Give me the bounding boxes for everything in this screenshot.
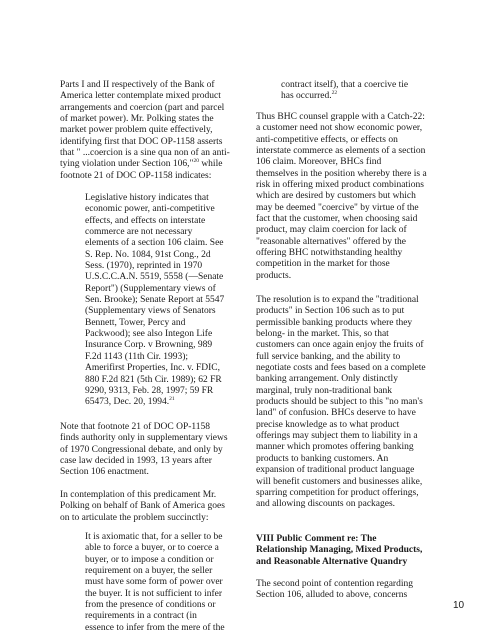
text-span: 65473, Dec. 20, 1994.: [85, 397, 170, 408]
text-line: products to banking customers. An: [256, 453, 389, 464]
text-line: from the presence of conditions or: [85, 600, 216, 611]
footnote-mark: 20: [193, 158, 199, 165]
text-line: The second point of contention regarding: [256, 579, 413, 589]
text-line: marginal, truly non-traditional bank: [256, 385, 392, 396]
paragraph: [60, 80, 230, 182]
text-span: while: [198, 159, 223, 170]
text-line: 880 F.2d 821 (5th Cir. 1989); 62 FR: [85, 374, 222, 385]
text-line: Note that footnote 21 of DOC OP-1158: [60, 422, 211, 432]
text-line: contract itself), that a coercive tie: [281, 80, 409, 90]
text-line: belong- in the market. This, so that: [256, 329, 389, 340]
text-line: on to articulate the problem succinctly:: [60, 512, 209, 523]
text-line: the buyer. It is not sufficient to infer: [85, 588, 223, 599]
block-quote: [60, 532, 225, 634]
text-line: [60, 159, 230, 170]
text-line: commerce are not necessary: [85, 227, 193, 238]
text-span: tying violation under Section 106,": [60, 159, 194, 170]
text-line: Bennett, Tower, Percy and: [85, 317, 186, 328]
text-line: S. Rep. No. 1084, 91st Cong., 2d: [85, 249, 211, 260]
text-line: "reasonable alternatives" offered by the: [256, 236, 407, 247]
text-line: Parts I and II respectively of the Bank of: [60, 80, 215, 90]
text-line: which are desired by customers but which: [256, 191, 416, 202]
text-line: requirements in a contract (in: [85, 611, 197, 622]
text-line: of 1970 Congressional debate, and only by: [60, 444, 223, 455]
text-line: Polking on behalf of Bank of America goes: [60, 501, 225, 512]
text-line: 106 claim. Moreover, BHCs find: [256, 157, 382, 168]
text-line: sparring competition for product offerings,: [256, 487, 419, 498]
text-line: arrangements and coercion (part and parcel: [60, 102, 225, 113]
text-line: market power problem quite effectively,: [60, 125, 213, 136]
text-line: economic power, anti-competitive: [85, 204, 215, 215]
text-line: VIII Public Comment re: The: [256, 534, 377, 544]
text-line: Sen. Brooke); Senate Report at 5547: [85, 295, 225, 306]
text-line: identifying first that DOC OP-1158 asserts: [60, 136, 223, 147]
text-line: precise knowledge as to what product: [256, 419, 400, 430]
text-line: products.: [256, 270, 292, 281]
text-line: It is axiomatic that, for a seller to be: [85, 532, 223, 542]
text-line: elements of a section 106 claim. See: [85, 238, 224, 249]
text-line: a customer need not show economic power,: [256, 123, 423, 134]
text-line: fact that the customer, when choosing said: [256, 214, 418, 225]
text-line: anti-competitive effects, or effects on: [256, 134, 398, 145]
text-line: themselves in the position whereby there is a: [256, 168, 427, 179]
page-number: 10: [453, 600, 465, 611]
text-line: product, may claim coercion for lack of: [256, 225, 407, 236]
paragraph: [256, 112, 427, 282]
text-line: 9290, 9313, Feb. 28, 1997; 59 FR: [85, 385, 214, 396]
text-line: effects, and effects on interstate: [85, 215, 206, 226]
text-line: interstate commerce as elements of a section: [256, 146, 426, 157]
text-line: Insurance Corp. v Browning, 989: [85, 340, 213, 351]
block-quote: [60, 193, 224, 409]
paragraph: [256, 579, 413, 602]
text-line: that " ...coercion is a sine qua non of an anti-: [60, 148, 230, 159]
text-line: of market power). Mr. Polking states the: [60, 114, 214, 125]
text-line: The resolution is to expand the "traditional: [256, 295, 419, 305]
text-line: customers can once again enjoy the fruits of: [256, 340, 424, 351]
text-line: banking arrangement. Only distinctly: [256, 374, 398, 385]
text-line: Sess. (1970), reprinted in 1970: [85, 261, 203, 272]
text-line: negotiate costs and fees based on a complete: [256, 363, 426, 374]
block-quote-continuation: [281, 80, 408, 103]
text-line: may be deemed "coercive" by virtue of the: [256, 202, 419, 213]
text-line: footnote 21 of DOC OP-1158 indicates:: [60, 170, 212, 181]
text-line: Section 106, alluded to above, concerns: [256, 590, 408, 601]
text-line: case law decided in 1993, 13 years after: [60, 456, 212, 467]
text-line: will benefit customers and businesses alike,: [256, 476, 423, 487]
text-line: In contemplation of this predicament Mr.: [60, 490, 217, 500]
text-line: finds authority only in supplementary views: [60, 433, 228, 444]
text-line: Packwood); see also Integon Life: [85, 329, 213, 340]
text-line: manner which promotes offering banking: [256, 442, 414, 453]
paragraph: [60, 490, 225, 524]
text-line: Legislative history indicates that: [85, 193, 209, 203]
footnote-mark: 22: [331, 90, 338, 97]
text-line: requirement on a buyer, the seller: [85, 566, 213, 577]
text-line: Amerifirst Properties, Inc. v. FDIC,: [85, 363, 220, 374]
text-line: expansion of traditional product language: [256, 465, 415, 476]
text-span: has occurred.: [281, 91, 332, 102]
text-line: and allowing discounts on packages.: [256, 499, 396, 510]
text-line: essence to infer from the mere of the: [85, 622, 225, 633]
text-line: able to force a buyer, or to coerce a: [85, 543, 219, 554]
paragraph: [60, 422, 228, 479]
text-line: America letter contemplate mixed product: [60, 91, 221, 102]
text-line: risk in offering mixed product combinations: [256, 180, 424, 191]
text-line: permissible banking products where they: [256, 317, 413, 328]
text-line: [85, 397, 224, 408]
text-line: F.2d 1143 (11th Cir. 1993);: [85, 351, 189, 362]
text-line: buyer, or to impose a condition or: [85, 554, 214, 565]
text-line: products" in Section 106 such as to put: [256, 306, 405, 317]
text-line: U.S.C.C.A.N. 5519, 5558 (—Senate: [85, 272, 224, 283]
text-line: [281, 91, 408, 102]
text-line: (Supplementary views of Senators: [85, 306, 216, 317]
footnote-mark: 21: [169, 396, 175, 403]
text-line: and Reasonable Alternative Quandry: [256, 556, 408, 567]
text-line: products should be subject to this "no man's: [256, 397, 423, 408]
text-line: Relationship Managing, Mixed Products,: [256, 545, 423, 556]
paragraph: [256, 295, 426, 511]
text-line: Report") (Supplementary views of: [85, 283, 216, 294]
text-line: land" of confusion. BHCs deserve to have: [256, 408, 416, 419]
text-line: must have some form of power over: [85, 577, 223, 588]
text-line: Thus BHC counsel grapple with a Catch-22:: [256, 112, 425, 122]
section-heading: [256, 534, 422, 568]
text-line: Section 106 enactment.: [60, 467, 149, 478]
text-line: offering BHC notwithstanding healthy: [256, 248, 403, 259]
text-line: offerings may subject them to liability in a: [256, 431, 418, 442]
text-line: full service banking, and the ability to: [256, 351, 401, 362]
text-line: competition in the market for those: [256, 259, 390, 270]
